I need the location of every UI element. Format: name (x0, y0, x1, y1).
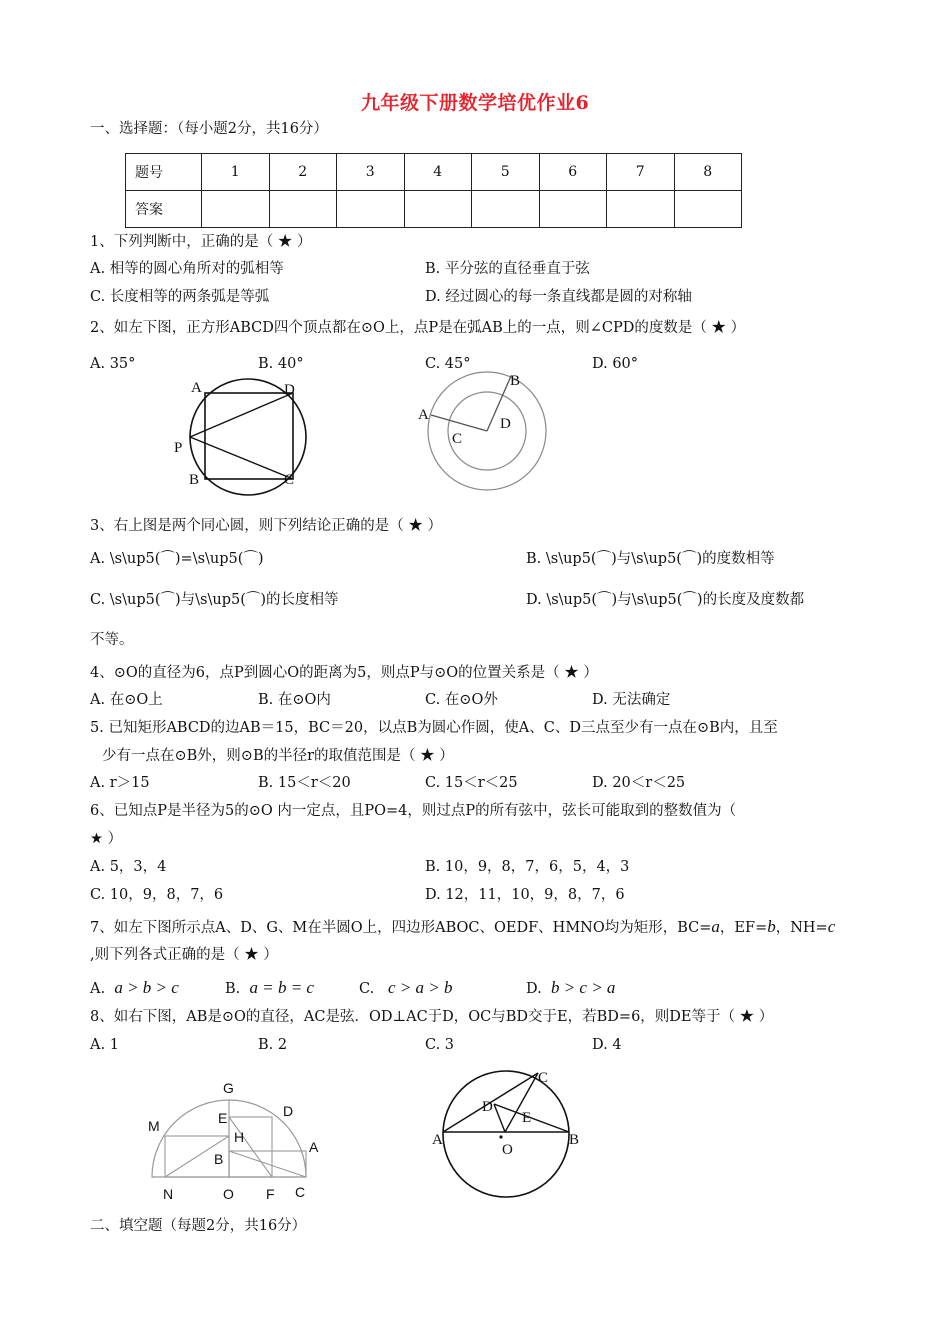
table-cell: 4 (404, 154, 472, 191)
fig4-circle (443, 1071, 569, 1197)
fig4-label-d: D (482, 1099, 493, 1115)
fig4-label-a: A (432, 1132, 443, 1148)
q7-option-d-letter: D. (526, 981, 542, 997)
fig1-label-c: C (284, 472, 295, 488)
fig3-label-n: N (163, 1186, 174, 1202)
q8-option-a: A. 1 (90, 1037, 119, 1053)
q4-option-a: A. 在⊙O上 (90, 692, 163, 708)
fig3-label-m: M (148, 1118, 160, 1134)
q7-stem-line2: ,则下列各式正确的是（ ★ ） (90, 947, 278, 963)
table-cell: 7 (607, 154, 675, 191)
q3-option-d-continued: 不等。 (90, 632, 134, 648)
q1-option-a: A. 相等的圆心角所对的弧相等 (90, 261, 284, 277)
q8-stem: 8、如右下图，AB是⊙O的直径，AC是弦．OD⊥AC于D，OC与BD交于E，若BD=6，则DE等于（ ★ ） (90, 1009, 774, 1025)
q2-stem: 2、如左下图，正方形ABCD四个顶点都在⊙O上，点P是在弧AB上的一点，则∠CPD的度数是（ ★ ） (90, 320, 746, 336)
table-cell: 3 (337, 154, 405, 191)
q7-option-b-expr: a = b = c (249, 978, 314, 997)
q7-option-c-letter: C. (359, 981, 375, 997)
q2-option-b: B. 40° (258, 356, 304, 372)
q7-stem-text: 7、如左下图所示点A、D、G、M在半圆O上，四边形ABOC、OEDF、HMNO均为矩形，BC= (90, 920, 712, 936)
q6-option-c: C. 10，9，8，7，6 (90, 887, 224, 903)
q1-option-d: D. 经过圆心的每一条直线都是圆的对称轴 (425, 289, 692, 305)
table-cell: 6 (539, 154, 607, 191)
q3-stem: 3、右上图是两个同心圆，则下列结论正确的是（ ★ ） (90, 518, 442, 534)
q4-option-b: B. 在⊙O内 (258, 692, 331, 708)
fig4-center-dot (499, 1135, 502, 1138)
q1-stem: 1、下列判断中，正确的是（ ★ ） (90, 234, 312, 250)
q7-option-a-letter: A. (90, 981, 106, 997)
fig1-label-a: A (191, 380, 202, 396)
q3-option-d: D. \s\up5(⌒)与\s\up5(⌒)的长度及度数都 (526, 592, 805, 608)
q5-option-a: A. r＞15 (90, 775, 150, 791)
q4-stem: 4、⊙O的直径为6，点P到圆心O的距离为5，则点P与⊙O的位置关系是（ ★ ） (90, 665, 598, 681)
q4-option-d: D. 无法确定 (592, 692, 671, 708)
fig4-label-c: C (538, 1070, 549, 1086)
section-2-heading: 二、填空题（每题2分，共16分） (90, 1218, 307, 1234)
q6-option-a: A. 5，3，4 (90, 859, 167, 875)
q2-option-d: D. 60° (592, 356, 639, 372)
table-cell: 5 (472, 154, 540, 191)
q7-stem-sep1: ，EF= (719, 920, 768, 936)
q6-option-d: D. 12，11，10，9，8，7，6 (425, 887, 625, 903)
q7-option-c-expr: c > a > b (388, 978, 453, 997)
q3-option-c: C. \s\up5(⌒)与\s\up5(⌒)的长度相等 (90, 592, 339, 608)
table-cell: 8 (674, 154, 742, 191)
q5-option-b: B. 15＜r＜20 (258, 775, 351, 791)
q8-option-c: C. 3 (425, 1037, 455, 1053)
q5-option-c: C. 15＜r＜25 (425, 775, 518, 791)
table-cell: 2 (269, 154, 337, 191)
fig4-label-b: B (569, 1132, 580, 1148)
q8-option-b: B. 2 (258, 1037, 288, 1053)
fig4-segment-bd (494, 1104, 569, 1132)
fig2-label-d: D (500, 416, 511, 432)
fig3-label-d: D (283, 1103, 294, 1119)
q5-stem-line1: 5. 已知矩形ABCD的边AB＝15，BC＝20，以点B为圆心作圆，使A、C、D三点至少有一点在⊙B内，且至 (90, 720, 778, 736)
q7-var-a: a (711, 917, 720, 936)
q3-option-b: B. \s\up5(⌒)与\s\up5(⌒)的度数相等 (526, 551, 775, 567)
page-title: 九年级下册数学培优作业6 (361, 92, 590, 114)
q3-option-a: A. \s\up5(⌒)=\s\up5(⌒) (90, 551, 264, 567)
fig2-label-b: B (510, 373, 521, 389)
q2-option-c: C. 45° (425, 356, 471, 372)
fig3-label-b: B (214, 1151, 224, 1167)
fig1-label-b: B (189, 472, 200, 488)
fig2-label-c: C (452, 431, 463, 447)
q7-var-c: c (827, 917, 836, 936)
table-cell: 1 (202, 154, 270, 191)
q7-var-b: b (767, 917, 776, 936)
fig3-label-o: O (223, 1186, 234, 1202)
fig2-label-a: A (418, 407, 429, 423)
q2-option-a: A. 35° (90, 356, 136, 372)
fig1-label-d: D (284, 382, 295, 398)
table-header-answer: 答案 (126, 191, 202, 228)
q1-option-c: C. 长度相等的两条弧是等弧 (90, 289, 270, 305)
q7-stem-sep2: ，NH= (775, 920, 828, 936)
q7-option-d-expr: b > c > a (550, 978, 616, 997)
fig3-label-f: F (266, 1186, 275, 1202)
fig3-label-h: H (234, 1129, 245, 1145)
q8-option-d: D. 4 (592, 1037, 622, 1053)
q6-stem-line2: ★ ） (90, 831, 123, 847)
q4-option-c: C. 在⊙O外 (425, 692, 498, 708)
q5-option-d: D. 20＜r＜25 (592, 775, 686, 791)
section-1-heading: 一、选择题：（每小题2分，共16分） (90, 121, 328, 137)
fig4-label-e: E (522, 1110, 532, 1126)
q5-stem-line2: 少有一点在⊙B外，则⊙B的半径r的取值范围是（ ★ ） (102, 748, 454, 764)
fig4-label-o: O (502, 1142, 513, 1158)
fig3-label-g: G (223, 1080, 234, 1096)
q1-option-b: B. 平分弦的直径垂直于弦 (425, 261, 590, 277)
fig3-label-e: E (218, 1110, 228, 1126)
table-header-number: 题号 (126, 154, 202, 191)
q7-option-b-letter: B. (225, 981, 241, 997)
q7-option-a-expr: a > b > c (114, 978, 179, 997)
q6-stem-line1: 6、已知点P是半径为5的⊙O 内一定点，且PO=4，则过点P的所有弦中，弦长可能取到的整数值为（ (90, 803, 737, 819)
q6-option-b: B. 10，9，8，7，6，5，4，3 (425, 859, 630, 875)
fig3-label-c: C (295, 1184, 306, 1200)
fig3-label-a: A (309, 1139, 319, 1155)
fig1-label-p: P (174, 440, 183, 456)
